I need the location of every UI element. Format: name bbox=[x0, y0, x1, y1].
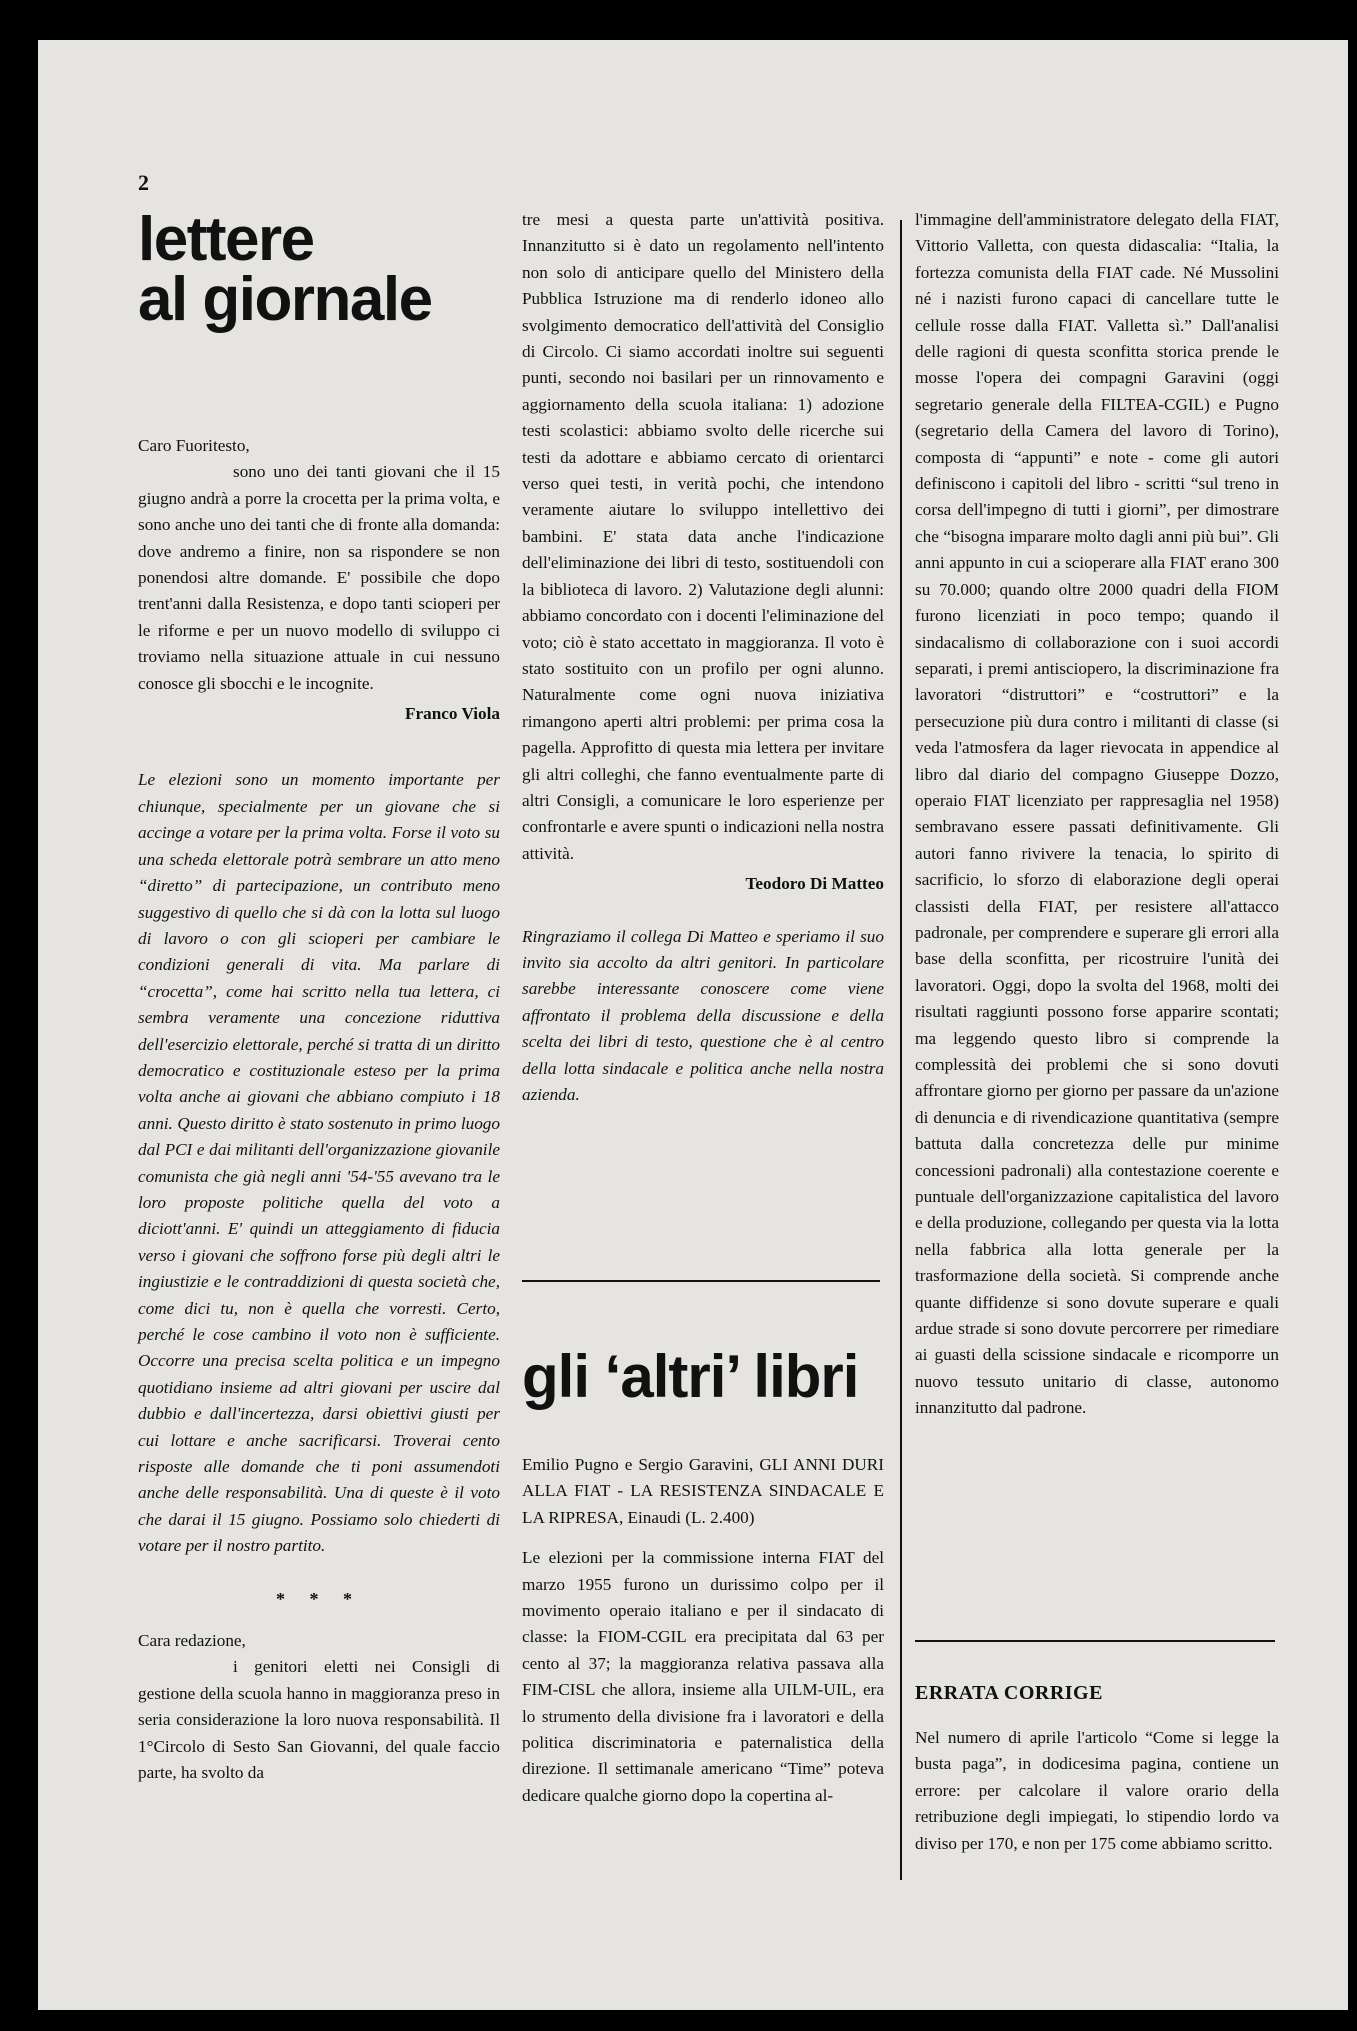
letter2-body-cont: tre mesi a questa parte un'attività positiva. Innanzitutto si è dato un regolamento nell'intento non solo di anticipare quello del Ministero della Pubblica Istruzione ma di renderlo idoneo allo svolgimento democratico dell'attività del Consiglio di Circolo. Ci siamo accordati inoltre sui seguenti punti, secondo noi basilari per un rinnovamento e aggiornamento della scuola italiana: 1) adozione testi scolastici: abbiamo svolto delle ricerche sui testi da adottare e abbiamo cercato di orientarci verso quei testi, in verità pochi, che intendono veramente aiutare lo sviluppo intellettivo dei bambini. E' stata data anche l'indicazione dell'eliminazione dei libri di testo, sostituendoli con la biblioteca di lavoro. 2) Valutazione degli alunni: abbiamo concordato con i docenti l'eliminazione del voto; ciò è stato accettato in maggioranza. Il voto è stato sostituito con un profilo per ogni alunno. Naturalmente come ogni nuova iniziativa rimangono aperti altri problemi: per prima cosa la pagella. Approfitto di questa mia lettera per invitare gli altri colleghi, che fanno eventualmente parte di altri Consigli, a comunicare le loro esperienze per confrontarle e avere spunti o indicazioni nella nostra attività. bbox=[522, 210, 884, 863]
letter2-reply: Ringraziamo il collega Di Matteo e speriamo il suo invito sia accolto da altri genitori. In particolare sarebbe interessante conoscere come viene affrontato il problema della discussione e della scelta dei libri di testo, questione che è al centro della lotta sindacale e politica anche nella nostra azienda. bbox=[522, 926, 884, 1104]
errata-divider bbox=[915, 1640, 1275, 1642]
column-divider bbox=[900, 220, 902, 1880]
book-reference: Emilio Pugno e Sergio Garavini, GLI ANNI DURI ALLA FIAT - LA RESISTENZA SINDACALE E LA RIPRESA, Einaudi (L. 2.400) bbox=[522, 1455, 884, 1527]
books-section-title: gli ‘altri’ libri bbox=[522, 1343, 859, 1410]
book-review-start: Le elezioni per la commissione interna FIAT del marzo 1955 furono un durissimo colpo per il movimento operaio italiano e per il sindacato di classe: la FIOM-CGIL era precipitata dal 63 per cento al 37; la maggioranza relativa passava alla FIM-CISL che allora, insieme alla UILM-UIL, era lo strumento della divisione fra i lavoratori e della politica discriminatoria e paternalistica della direzione. Il settimanale americano “Time” poteva dedicare qualche giorno dopo la copertina al- bbox=[522, 1548, 884, 1805]
column-2 bbox=[522, 207, 884, 1108]
letter1-reply: Le elezioni sono un momento importante per chiunque, specialmente per un giovane che si accinge a votare per la prima volta. Forse il voto su una scheda elettorale potrà sembrare un atto meno “diretto” di partecipazione, un contributo meno suggestivo di quello che si dà con la lotta sul luogo di lavoro o con gli scioperi per cambiare le condizioni generali di vita. Ma parlare di “crocetta”, come hai scritto nella tua lettera, ci sembra veramente una concezione riduttiva dell'esercizio elettorale, perché si tratta di un diritto democratico e costituzionale esteso per la prima volta anche ai giovani che abbiano compiuto i 18 anni. Questo diritto è stato sostenuto in primo luogo dal PCI e dai militanti dell'organizzazione giovanile comunista che già negli anni '54-'55 avevano tra le loro proposte politiche quella del voto a diciott'anni. E' quindi un atteggiamento di fiducia verso i giovani che soffrono forse più degli altri le ingiustizie e le contraddizioni di questa società che, come dici tu, non è quella che vorresti. Certo, perché le cose cambino il voto non è sufficiente. Occorre una precisa scelta politica e un impegno quotidiano insieme ad altri giovani per uscire dal dubbio e dall'incertezza, darsi obiettivi giusti per cui lottare e anche sacrificarsi. Troverai cento risposte alle domande che ti poni assumendoti anche delle responsabilità. Una di queste è il voto che darai il 15 giugno. Possiamo solo chiederti di votare per il nostro partito. bbox=[138, 770, 500, 1556]
section-title bbox=[138, 205, 432, 334]
errata-column bbox=[915, 1725, 1279, 1857]
letter2-body-start: i genitori eletti nei Consigli di gestione della scuola hanno in maggioranza preso in seria considerazione la loro nuova responsabilità. Il 1°Circolo di Sesto San Giovanni, del quale faccio parte, ha svolto da bbox=[138, 1657, 500, 1783]
errata-text: Nel numero di aprile l'articolo “Come si legge la busta paga”, in dodicesima pagina, contiene un errore: per calcolare il valore orario della retribuzione degli impiegati, lo stipendio lordo va diviso per 170, e non per 175 come abbiamo scritto. bbox=[915, 1728, 1279, 1853]
separator-stars: * * * bbox=[276, 1588, 362, 1609]
letter1-signature: Franco Viola bbox=[404, 704, 500, 724]
page-number: 2 bbox=[138, 170, 149, 195]
letter1-greeting: Caro Fuoritesto, bbox=[138, 436, 250, 455]
errata-title: ERRATA CORRIGE bbox=[915, 1682, 1103, 1704]
book-column bbox=[522, 1452, 884, 1809]
book-review-cont: l'immagine dell'amministratore delegato della FIAT, Vittorio Valletta, con questa didascalia: “Italia, la fortezza comunista della FIAT cade. Né Mussolini né i nazisti furono capaci di cancellare tutte le cellule rosse dalla FIAT. Valletta sì.” Dall'analisi delle ragioni di questa sconfitta storica prende le mosse l'opera dei compagni Garavini (oggi segretario generale della FILTEA-CGIL) e Pugno (segretario della Camera del lavoro di Torino), composta di “appunti” e note - come gli autori definiscono i capitoli del libro - scritti “sul treno in corsa dell'impegno di tutti i giorni”, per dimostrare che “bisogna imparare molto dagli anni più bui”. Gli anni appunto in cui a scioperare alla FIAT erano 300 su 70.000; quando oltre 2000 quadri della FIOM furono licenziati in poco tempo; quando il sindacalismo di collaborazione con i suoi accordi separati, i premi antisciopero, la discriminazione fra lavoratori “distruttori” e “costruttori” e la persecuzione più dura contro i militanti di classe (si veda l'atmosfera da lager rievocata in appendice al libro dal diario del compagno Giuseppe Dozzo, operaio FIAT licenziato per rappresaglia nel 1958) sembravano essere passati definitivamente. Gli autori fanno rivivere la tenacia, lo spirito di sacrificio, lo sforzo di elaborazione degli operai classisti della FIAT, per resistere all'attacco padronale, per comprendere e superare gli errori alla base della sconfitta, per ricostruire l'unità dei lavoratori. Oggi, dopo la svolta del 1968, molti dei risultati raggiunti possono forse apparire scontati; ma leggendo questo libro si comprende la complessità dei problemi che si sono dovuti affrontare giorno per giorno per passare da un'azione di denuncia e di rivendicazione quantitativa (sempre battuta dalla concretezza delle pur minime concessioni padronali) alla contestazione coerente e puntuale dell'organizzazione capitalistica del lavoro e della produzione, collegando per questa via la lotta nella fabbrica alla lotta generale per la trasformazione della società. Si comprende anche quante diffidenze si sono dovute superare e quali ardue strade si sono dovute percorrere per rimediare ai guasti della scissione sindacale e ricomporre un nuovo tessuto unitario di classe, autonomo innanzitutto dal padrone. bbox=[915, 210, 1279, 1418]
section-title-line1: lettere bbox=[138, 205, 314, 274]
letter2-greeting: Cara redazione, bbox=[138, 1631, 246, 1651]
column-3 bbox=[915, 207, 1279, 1422]
newspaper-page bbox=[38, 40, 1348, 2010]
section-title-line2: al giornale bbox=[138, 265, 432, 334]
divider-rule bbox=[522, 1280, 880, 1282]
letter1-body: sono uno dei tanti giovani che il 15 giugno andrà a porre la crocetta per la prima volta, e sono anche uno dei tanti che di fronte alla domanda: dove andremo a finire, non sa rispondere se non ponendosi altre domande. E' possibile che dopo trent'anni dalla Resistenza, e dopo tanti scioperi per le riforme e per un nuovo modello di sviluppo ci troviamo nella situazione attuale in cui nessuno conosce gli sbocchi e le incognite. bbox=[138, 462, 500, 693]
column-1 bbox=[138, 433, 500, 1787]
letter2-signature: Teodoro Di Matteo bbox=[745, 874, 884, 894]
